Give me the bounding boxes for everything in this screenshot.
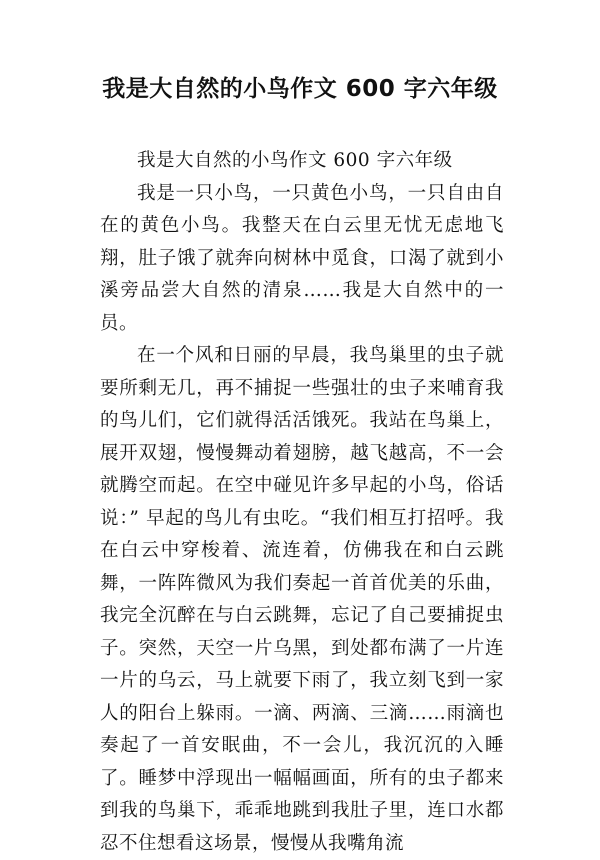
document-title: 我是大自然的小鸟作文 600 字六年级 [102, 76, 498, 102]
body-paragraph: 在一个风和日丽的早晨，我鸟巢里的虫子就要所剩无几，再不捕捉一些强壮的虫子来哺育我的鸟儿们，它们就得活活饿死。我站在鸟巢上，展开双翅，慢慢舞动着翅膀，越飞越高，不一会就腾空而起。在空中碰见许多早起的小鸟，俗话说：” 早起的鸟儿有虫吃。“我们相互打招呼。我在白云中穿梭着、流连着，仿佛我在和白云跳舞，一阵阵微风为我们奏起一首首优美的乐曲，我完全沉醉在与白云跳舞，忘记了自己要捕捉虫子。突然，天空一片乌黑，到处都布满了一片连一片的乌云，马上就要下雨了，我立刻飞到一家人的阳台上躲雨。一滴、两滴、三滴……雨滴也奏起了一首安眠曲，不一会儿，我沉沉的入睡了。睡梦中浮现出一幅幅画面，所有的虫子都来到我的鸟巢下，乖乖地跳到我肚子里，连口水都忍不住想看这场景，慢慢从我嘴角流 [100, 345, 504, 854]
document-body [100, 145, 504, 860]
body-paragraph: 我是一只小鸟，一只黄色小鸟，一只自由自在的黄色小鸟。我整天在白云里无忧无虑地飞翔，肚子饿了就奔向树林中觅食，口渴了就到小溪旁品尝大自然的清泉……我是大自然中的一员。 [100, 182, 504, 334]
subtitle-paragraph: 我是大自然的小鸟作文 600 字六年级 [137, 150, 453, 171]
